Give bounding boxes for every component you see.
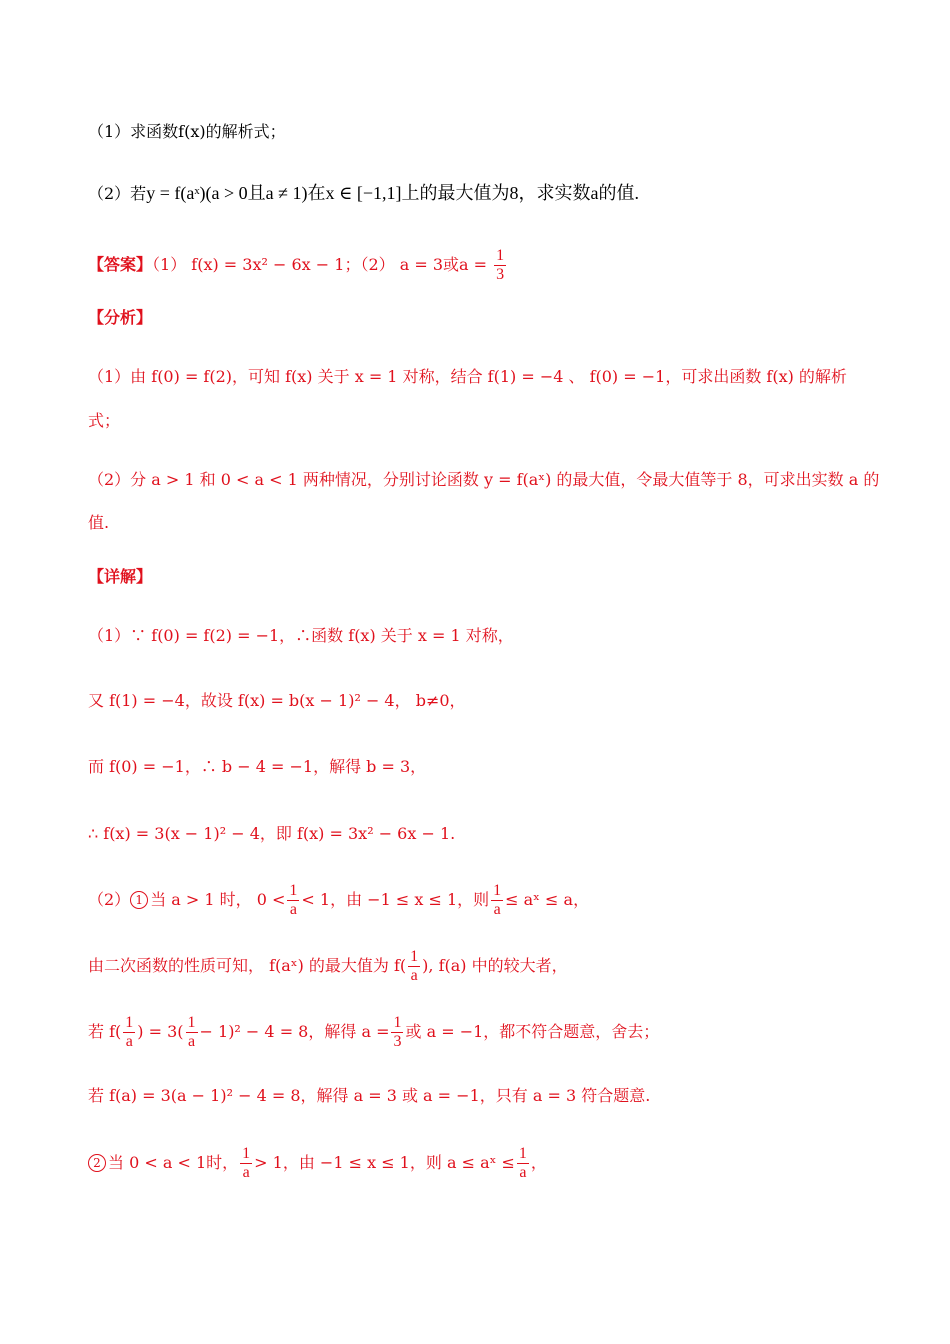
detail-l7-part-b: ) = 3( [137,1022,184,1041]
analysis-p2-line1: （2）分 a > 1 和 0 < a < 1 两种情况，分别讨论函数 y = f(aˣ) 的最大值，令最大值等于 8，可求出实数 a 的 [88,470,880,489]
answer-line [88,247,508,284]
frac-num: 1 [393,1014,402,1031]
detail-l5-part-b: 当 a > 1 时， 0 < [150,890,286,909]
frac-den: a [125,1033,133,1050]
frac-den: a [187,1033,196,1050]
detail-label: 【详解】 [88,567,153,586]
detail-l5-frac-2 [491,882,503,919]
answer-frac-den: 3 [496,266,505,283]
circled-number-2: 2 [88,1154,106,1172]
question-2 [88,183,639,204]
frac-num: 1 [493,882,502,899]
detail-l7-frac-1 [123,1014,135,1051]
detail-l9-part-a: 当 0 < a < 1时， [108,1153,239,1172]
frac-num: 1 [289,882,298,899]
frac-num: 1 [242,1145,251,1162]
analysis-p1-line2: 式； [88,411,121,430]
detail-l9-part-b: > 1，由 −1 ≤ x ≤ 1，则 a ≤ aˣ ≤ [254,1153,515,1172]
detail-line-8: 若 f(a) = 3(a − 1)² − 4 = 8，解得 a = 3 或 a = −1，只有 a = 3 符合题意. [88,1086,651,1105]
question-1: （1）求函数f(x)的解析式； [88,122,286,141]
analysis-p2-line2: 值. [88,513,110,532]
detail-l6-frac [408,948,420,985]
detail-l7-part-a: 若 f( [88,1022,122,1041]
frac-num: 1 [125,1014,134,1031]
detail-line-9 [88,1143,547,1183]
detail-l7-part-d: 或 a = −1，都不符合题意，舍去； [405,1022,660,1041]
detail-l6-part-a: 由二次函数的性质可知， f(aˣ) 的最大值为 f( [88,956,407,975]
answer-fraction [494,247,506,284]
detail-line-2: 又 f(1) = −4，故设 f(x) = b(x − 1)² − 4， b≠0， [88,691,466,710]
frac-den: a [519,1164,527,1181]
answer-part1: （1） f(x) = 3x² − 6x − 1；（2） a = 3或a = [152,255,493,274]
detail-l6-part-b: ), f(a) 中的较大者， [422,956,568,975]
detail-l5-part-a: （2） [88,890,131,909]
detail-line-5 [88,880,589,920]
frac-den: a [493,901,501,918]
detail-l9-frac-1 [240,1145,252,1182]
detail-line-6 [88,946,568,986]
frac-num: 1 [518,1145,527,1162]
detail-line-3: 而 f(0) = −1，∴ b − 4 = −1，解得 b = 3， [88,757,427,776]
detail-l9-part-c: ， [530,1153,547,1172]
frac-den: a [410,967,418,984]
detail-l7-part-c: − 1)² − 4 = 8，解得 a = [199,1022,390,1041]
detail-l9-frac-2 [517,1145,529,1182]
frac-num: 1 [410,948,419,965]
circled-number-1: 1 [130,891,148,909]
detail-l5-part-d: ≤ aˣ ≤ a， [505,890,590,909]
answer-frac-num: 1 [496,247,505,264]
frac-den: 3 [393,1033,402,1050]
detail-line-4: ∴ f(x) = 3(x − 1)² − 4，即 f(x) = 3x² − 6x − 1. [88,824,456,843]
frac-den: a [242,1164,250,1181]
detail-line-7 [88,1012,659,1052]
detail-l5-frac-1 [287,882,299,919]
detail-line-1: （1）∵ f(0) = f(2) = −1，∴函数 f(x) 关于 x = 1 对称， [88,626,514,645]
detail-l5-part-c: < 1，由 −1 ≤ x ≤ 1，则 [301,890,490,909]
analysis-p1-line1: （1）由 f(0) = f(2)，可知 f(x) 关于 x = 1 对称，结合 f(1) = −4 、 f(0) = −1，可求出函数 f(x) 的解析 [88,367,847,386]
question-2-prefix: （2）若 [88,184,147,203]
detail-l7-frac-3 [391,1014,403,1051]
answer-label: 【答案】 [88,255,153,274]
frac-num: 1 [187,1014,196,1031]
frac-den: a [289,901,297,918]
detail-l7-frac-2 [186,1014,198,1051]
question-2-expr: y = f(aˣ)(a > 0且a ≠ 1)在x ∈ [−1,1]上的最大值为8，求实数a的值. [146,183,639,203]
analysis-label: 【分析】 [88,308,153,327]
